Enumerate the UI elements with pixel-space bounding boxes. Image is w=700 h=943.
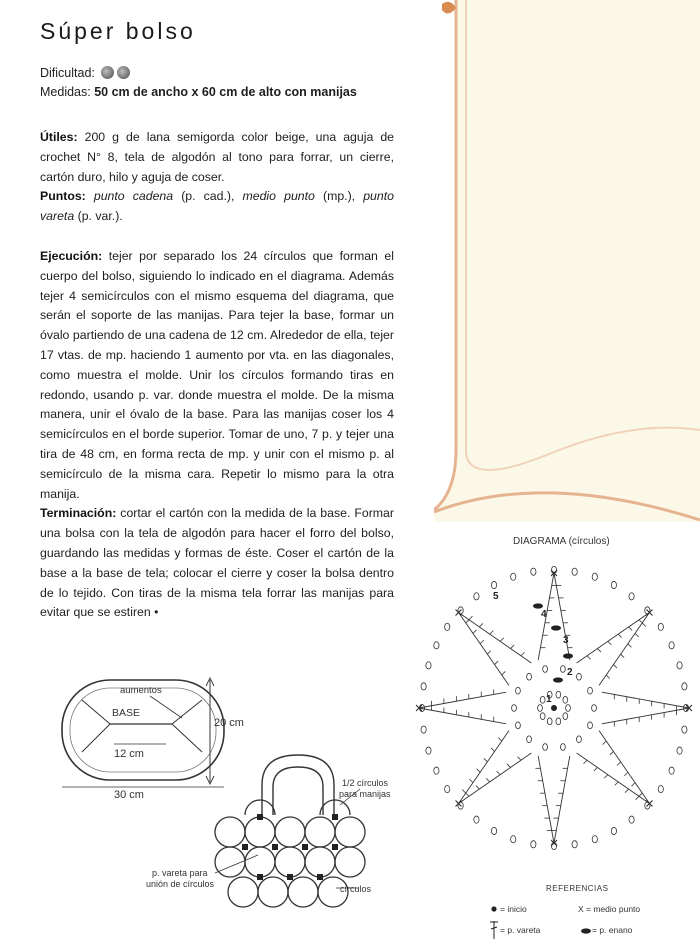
bag-circle: [275, 847, 305, 877]
increases-label: aumentos: [120, 685, 162, 696]
treble-stitch-mark: [606, 675, 610, 679]
stitches-label: Puntos:: [40, 189, 86, 204]
treble-stitch-mark: [498, 737, 502, 741]
outer-chain-stitch: [592, 573, 597, 580]
treble-stitch-mark: [466, 619, 470, 623]
row-number-1: 1: [546, 694, 552, 705]
bag-circle: [335, 847, 365, 877]
outer-chain-stitch: [474, 593, 479, 600]
outer-chain-stitch: [658, 623, 663, 630]
pattern-meta: [40, 64, 400, 102]
treble-stitch-mark: [473, 630, 477, 634]
base-label: BASE: [112, 707, 141, 719]
row-number-4: 4: [541, 609, 547, 620]
outer-chain-stitch: [677, 747, 682, 754]
treble-stitch-mark: [610, 751, 614, 755]
bag-circle: [228, 877, 258, 907]
outer-chain-stitch: [572, 841, 577, 848]
instructions-block: [40, 247, 394, 623]
row-number-2: 2: [567, 667, 573, 678]
outer-chain-stitch: [491, 827, 496, 834]
bag-circle: [275, 817, 305, 847]
chain-stitch: [577, 673, 582, 680]
treble-stitch-mark: [476, 786, 480, 790]
petal-outline: [459, 731, 532, 804]
treble-stitch-mark: [632, 783, 636, 787]
stitch-abbr: (p. cad.),: [173, 189, 243, 204]
outer-chain-stitch: [629, 816, 634, 823]
join-mark: [317, 874, 323, 880]
height-label: 20 cm: [214, 717, 244, 729]
petal-outline: [602, 692, 689, 724]
outer-chain-stitch: [445, 623, 450, 630]
measures-value: 50 cm de ancho x 60 cm de alto con manijas: [94, 85, 357, 99]
stitch-name: punto vareta: [40, 189, 394, 224]
chain-stitch: [547, 718, 552, 725]
yarn-ball-icon: [117, 66, 130, 79]
chain-stitch: [556, 691, 561, 698]
petal-outline: [419, 692, 506, 724]
bag-circle: [215, 817, 245, 847]
bag-assembly-diagram: [140, 745, 410, 935]
yarn-ball-icon: [101, 66, 114, 79]
finishing-paragraph: [40, 504, 394, 623]
half-circles-label-2: para manijas: [339, 789, 391, 799]
slip-stitch-mark: [563, 653, 573, 658]
petal-outline: [538, 756, 570, 843]
ref-single-crochet: X = medio punto: [578, 904, 641, 914]
outer-chain-stitch: [682, 726, 687, 733]
treble-stitch-mark: [608, 641, 612, 645]
stitch-abbr: (mp.),: [314, 189, 364, 204]
treble-stitch-mark: [477, 769, 481, 773]
stitch-name: medio punto: [242, 189, 315, 204]
treble-stitch-mark: [636, 796, 640, 800]
slip-stitch-icon: [581, 928, 591, 933]
bag-circle: [258, 877, 288, 907]
chain-stitch: [561, 744, 566, 751]
outer-chain-stitch: [592, 836, 597, 843]
treble-stitch-mark: [603, 741, 607, 745]
start-dot-icon: [491, 906, 496, 911]
treble-stitch-mark: [628, 644, 632, 648]
bag-circle: [288, 877, 318, 907]
petal-outline: [577, 731, 650, 804]
chain-stitch: [543, 744, 548, 751]
inner-width-label: 12 cm: [114, 748, 144, 760]
treble-stitch-mark: [587, 656, 591, 660]
outer-chain-stitch: [474, 816, 479, 823]
outer-chain-stitch: [511, 836, 516, 843]
join-mark: [242, 844, 248, 850]
outer-chain-stitch: [669, 642, 674, 649]
chain-stitch: [556, 718, 561, 725]
treble-stitch-mark: [642, 623, 646, 627]
outer-chain-stitch: [531, 568, 536, 575]
join-mark: [302, 844, 308, 850]
finishing-label: Terminación:: [40, 506, 117, 521]
outer-chain-stitch: [572, 568, 577, 575]
treble-stitch-mark: [613, 665, 617, 669]
treble-stitch-mark: [625, 789, 629, 793]
treble-stitch-mark: [615, 782, 619, 786]
chain-stitch: [566, 705, 571, 712]
treble-stitch-mark: [491, 748, 495, 752]
stitch-name: punto cadena: [93, 189, 174, 204]
chain-stitch: [527, 673, 532, 680]
label-leader: [150, 696, 182, 718]
outer-chain-stitch: [421, 683, 426, 690]
stitch-chart: [416, 566, 692, 849]
ref-slip-stitch: = p. enano: [592, 925, 633, 935]
treble-stitch-mark: [639, 793, 643, 797]
increase-line: [82, 700, 110, 724]
chain-stitch: [516, 722, 521, 729]
materials-text: 200 g de lana semigorda color beige, una aguja de crochet N° 8, tela de algodón al tono para forrar, un cierre, cartón duro, hilo y aguja de coser.: [40, 130, 394, 184]
chain-stitch: [527, 736, 532, 743]
treble-stitch-mark: [465, 793, 469, 797]
treble-stitch-mark: [487, 651, 491, 655]
treble-stitch-mark: [511, 645, 515, 649]
join-label-2: unión de círculos: [146, 879, 215, 889]
treble-stitch-mark: [479, 623, 483, 627]
bag-circle: [305, 817, 335, 847]
treble-stitch-mark: [629, 627, 633, 631]
stitches-paragraph: [40, 187, 394, 227]
circle-stitch-diagram: [408, 548, 700, 860]
outer-chain-stitch: [426, 747, 431, 754]
chain-stitch: [516, 687, 521, 694]
measures-label: Medidas:: [40, 85, 91, 99]
treble-stitch-mark: [502, 671, 506, 675]
finishing-text: cortar el cartón con la medida de la base. Formar una bolsa con la tela de algodón para hacer el forro del bolso, guardando las medidas y formas de éste. Coser el cartón de la base a la base de tela; colocar el cierre y coser la bolsa dentro de lo tejido. Con tiras de la misma tela forrar las manijas para evitar que se estiren •: [40, 506, 394, 620]
treble-stitch-mark: [495, 661, 499, 665]
decorative-ribbon-panel: [434, 0, 700, 522]
chain-stitch: [540, 713, 545, 720]
outer-chain-stitch: [445, 786, 450, 793]
treble-stitch-mark: [497, 771, 501, 775]
treble-stitch-mark: [486, 778, 490, 782]
petal-outline: [577, 613, 650, 686]
treble-stitch-mark: [594, 767, 598, 771]
references-title: REFERENCIAS: [546, 884, 609, 893]
treble-stitch-mark: [521, 652, 525, 656]
treble-stitch-mark: [618, 634, 622, 638]
chain-stitch: [543, 666, 548, 673]
materials-block: [40, 128, 394, 227]
bag-circle: [305, 847, 335, 877]
execution-text: tejer por separado los 24 círculos que forman el cuerpo del bolso, siguiendo lo indicado en el diagrama. Además tejer 4 semicírculos con el mismo esquema del diagrama, que serán el soporte de las manijas. Para tejer la base, formar un óvalo partiendo de una cadena de 12 cm. Alrededor de ella, tejer 17 vtas. de mp. haciendo 1 aumento por vta. en las diagonales, como muestra el molde. Unir los círculos formando tiras en redondo, usando p. var. donde muestra el molde. De la misma manera, unir el óvalo de la base. Para las manijas coser los 4 semicírculos en el borde superior. Tomar de uno, 7 p. y tejer una tira de 48 cm, en forma recta de mp. y unir con el mismo p. al semicírculo de la misma cara. Repetir lo mismo para la otra manija.: [40, 249, 394, 501]
diagram-title: DIAGRAMA (círculos): [513, 536, 610, 547]
outer-chain-stitch: [491, 581, 496, 588]
treble-stitch-mark: [621, 654, 625, 658]
increase-line: [82, 724, 110, 752]
chain-stitch: [577, 736, 582, 743]
chain-stitch: [588, 722, 593, 729]
slip-stitch-mark: [551, 625, 561, 630]
handle-half-circle: [245, 800, 275, 815]
page-title: Súper bolso: [40, 18, 196, 44]
outer-chain-stitch: [421, 726, 426, 733]
center-start-dot: [551, 705, 557, 711]
chain-stitch: [512, 705, 517, 712]
outer-chain-stitch: [426, 662, 431, 669]
treble-stitch-mark: [617, 762, 621, 766]
difficulty-line: [40, 64, 400, 83]
chain-stitch: [563, 713, 568, 720]
stitch-abbr: (p. var.).: [74, 209, 123, 224]
chain-stitch: [540, 696, 545, 703]
outer-chain-stitch: [611, 827, 616, 834]
treble-stitch-mark: [604, 775, 608, 779]
join-mark: [257, 814, 263, 820]
row-number-3: 3: [563, 635, 569, 646]
measures-line: [40, 83, 400, 102]
join-mark: [257, 874, 263, 880]
chain-stitch: [561, 666, 566, 673]
petal-outline: [459, 613, 532, 686]
slip-stitch-mark: [533, 603, 543, 608]
join-label: p. vareta para: [152, 868, 208, 878]
increase-line: [172, 700, 202, 724]
label-leader: [215, 855, 258, 873]
chain-stitch: [538, 705, 543, 712]
half-circles-label: 1/2 círculos: [342, 778, 389, 788]
outer-chain-stitch: [531, 841, 536, 848]
join-mark: [332, 814, 338, 820]
treble-stitch-mark: [624, 772, 628, 776]
treble-stitch-mark: [517, 757, 521, 761]
materials-label: Útiles:: [40, 130, 78, 144]
bag-circle: [335, 817, 365, 847]
treble-stitch-mark: [469, 779, 473, 783]
outer-chain-stitch: [682, 683, 687, 690]
treble-stitch-mark: [635, 633, 639, 637]
treble-stitch-mark: [480, 640, 484, 644]
handle-half-circle: [320, 800, 350, 815]
treble-stitch-mark: [500, 638, 504, 642]
treble-stitch-mark: [490, 631, 494, 635]
outer-chain-stitch: [629, 593, 634, 600]
treble-stitch-mark: [597, 649, 601, 653]
row-number-5: 5: [493, 591, 499, 602]
outer-chain-stitch: [658, 786, 663, 793]
bag-circle: [245, 847, 275, 877]
treble-stitch-mark: [462, 790, 466, 794]
treble-stitch-mark: [507, 764, 511, 768]
difficulty-label: Dificultad:: [40, 66, 95, 80]
outer-chain-stitch: [434, 642, 439, 649]
outer-chain-stitch: [511, 573, 516, 580]
treble-stitch-mark: [583, 760, 587, 764]
circles-label: círculos: [340, 884, 372, 894]
join-mark: [272, 844, 278, 850]
treble-stitch-mark: [639, 620, 643, 624]
handle-inner: [273, 767, 323, 815]
ref-treble: = p. vareta: [500, 925, 541, 935]
treble-stitch-mark: [484, 758, 488, 762]
chain-stitch: [592, 705, 597, 712]
outer-chain-stitch: [434, 767, 439, 774]
chain-stitch: [563, 696, 568, 703]
outer-chain-stitch: [669, 767, 674, 774]
join-mark: [287, 874, 293, 880]
materials-paragraph: [40, 128, 394, 187]
slip-stitch-mark: [553, 677, 563, 682]
outer-chain-stitch: [611, 581, 616, 588]
treble-stitch-mark: [469, 616, 473, 620]
width-label: 30 cm: [114, 789, 144, 801]
execution-paragraph: [40, 247, 394, 504]
execution-label: Ejecución:: [40, 249, 103, 263]
bag-circle: [245, 817, 275, 847]
outer-chain-stitch: [677, 662, 682, 669]
ref-start: = inicio: [500, 904, 527, 914]
join-mark: [332, 844, 338, 850]
chain-stitch: [588, 687, 593, 694]
